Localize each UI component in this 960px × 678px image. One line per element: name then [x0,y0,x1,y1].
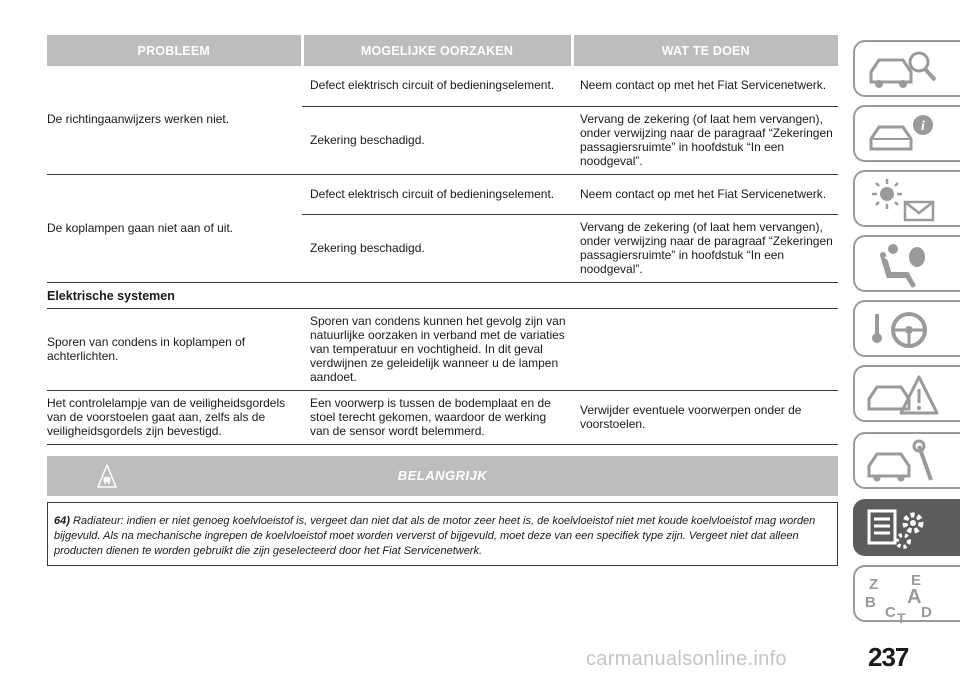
technical-data-icon [863,505,941,553]
airbag-seat-icon [863,241,941,289]
section-heading-row [47,282,838,308]
cause-cell: Zekering beschadigd. [302,214,572,282]
index-letter: E [911,572,922,589]
table-row [47,66,838,106]
tab-car-breakdown[interactable] [853,365,960,422]
column-header-causes: MOGELIJKE OORZAKEN [302,35,572,66]
tab-technical-data[interactable] [853,499,960,556]
problem-cell: Sporen van condens in koplampen of achterlichten. [47,308,302,390]
cause-cell: Defect elektrisch circuit of bedieningselement. [302,66,572,106]
action-cell: Verwijder eventuele voorwerpen onder de voorstoelen. [572,390,838,444]
steering-key-icon [863,306,941,354]
index-letter: A [907,586,922,608]
table-row [47,308,838,390]
index-letter: T [897,610,906,623]
tab-car-maintenance[interactable] [853,432,960,489]
table-header-row [47,35,838,66]
watermark-text: carmanualsonline.info [586,648,787,670]
cause-cell: Zekering beschadigd. [302,106,572,174]
warning-lights-icon [863,176,941,224]
car-search-icon [863,46,941,94]
problem-cell: De koplampen gaan niet aan of uit. [47,174,302,282]
troubleshooting-table [47,35,838,445]
tab-warning-lights[interactable] [853,170,960,227]
car-info-icon [863,111,941,159]
column-header-actions: WAT TE DOEN [572,35,838,66]
table-row [47,390,838,444]
action-cell [572,308,838,390]
cause-cell: Sporen van condens kunnen het gevolg zijn van natuurlijke oorzaken in verband met de variaties van temperatuur en vochtigheid. In dit geval verdwijnen ze geleidelijk wanneer u de lampen aandoet. [302,308,572,390]
car-maintenance-icon [863,438,941,486]
action-cell: Vervang de zekering (of laat hem vervangen), onder verwijzing naar de paragraaf “Zekeringen passagiersruimte” in hoofdstuk “In een noodgeval”. [572,214,838,282]
alphabetical-index-icon [863,571,941,623]
action-cell: Vervang de zekering (of laat hem vervangen), onder verwijzing naar de paragraaf “Zekeringen passagiersruimte” in hoofdstuk “In een noodgeval”. [572,106,838,174]
index-letter: Z [869,576,879,593]
index-letter: C [885,604,896,621]
cause-cell: Een voorwerp is tussen de bodemplaat en de stoel terecht gekomen, waardoor de werking van de sensor wordt belemmerd. [302,390,572,444]
important-header [47,456,838,496]
index-letter: D [921,604,932,621]
column-header-problem: PROBLEEM [47,35,302,66]
tab-alphabetical-index[interactable] [853,565,960,622]
important-title: BELANGRIJK [397,468,488,483]
important-note [47,502,838,566]
tab-airbag-seat[interactable] [853,235,960,292]
cause-cell: Defect elektrisch circuit of bedieningselement. [302,174,572,214]
action-cell: Neem contact op met het Fiat Servicenetwerk. [572,174,838,214]
problem-cell: De richtingaanwijzers werken niet. [47,66,302,174]
tab-car-search[interactable] [853,40,960,97]
page-number: 237 [868,642,909,672]
index-letter: B [865,594,876,611]
tab-car-info[interactable] [853,105,960,162]
table-row [47,174,838,214]
tab-steering-key[interactable] [853,300,960,357]
action-cell: Neem contact op met het Fiat Servicenetwerk. [572,66,838,106]
note-text: Radiateur: indien er niet genoeg koelvloeistof is, vergeet dan niet dat als de motor zeer heet is, de koelvloeistof niet met koude koelvloeistof mag worden bijgevuld. Als na mechanische ingrepen de koelvloeistof moet worden ververst of bijgevuld, moet deze van een specifiek type zijn. Vergeet niet dat alleen producten dienen te worden gebruikt die zijn geselecteerd door het Fiat Servicenetwerk. [54,515,816,557]
svg-text:i: i [921,119,925,134]
note-number: 64) [54,515,70,527]
problem-cell: Het controlelampje van de veiligheidsgordels van de voorstoelen gaat aan, zelfs als de veiligheidsgordels zijn bevestigd. [47,390,302,444]
car-breakdown-icon [863,371,941,419]
section-heading: Elektrische systemen [47,282,838,308]
